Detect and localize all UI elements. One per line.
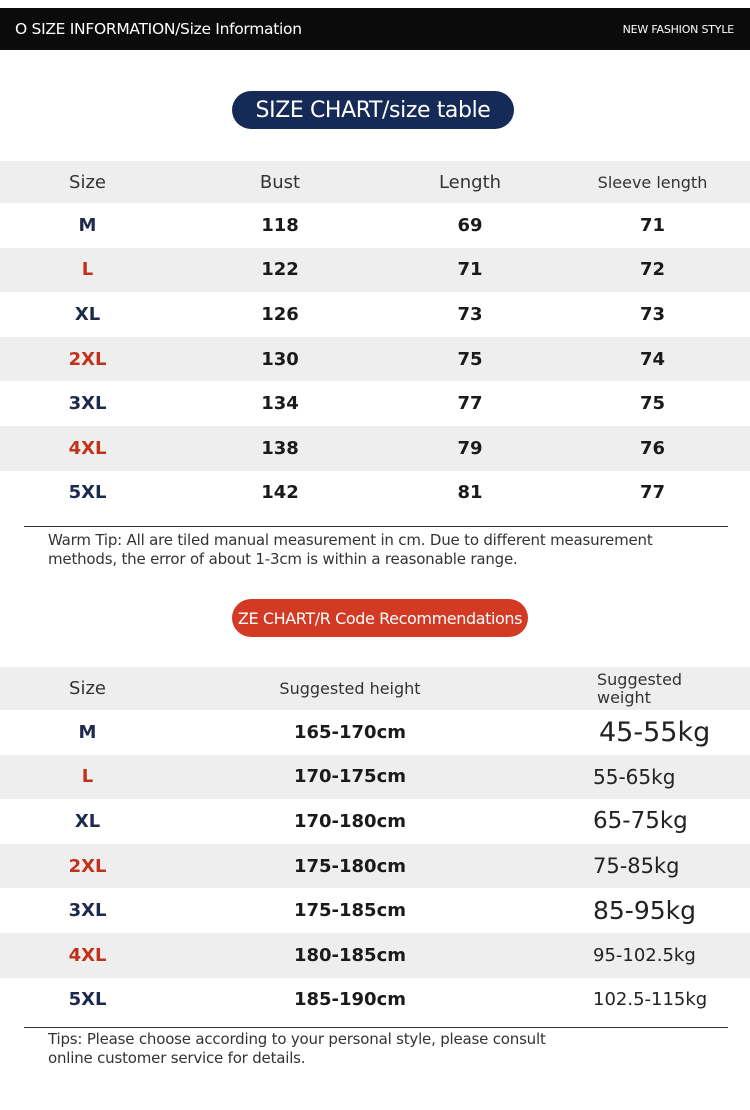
size-cell: XL (74, 810, 101, 832)
header-bar (0, 8, 750, 50)
column-header-size: Size (0, 667, 175, 710)
sleeve-cell: 77 (639, 482, 666, 504)
sleeve-cell: 75 (639, 393, 666, 415)
size-cell: 2XL (0, 337, 175, 382)
table-row (0, 248, 750, 293)
size-recommendation-table (0, 667, 750, 1022)
length-cell: 69 (457, 214, 483, 236)
weight-cell: 95-102.5kg (525, 933, 750, 978)
table-row (0, 471, 750, 516)
table-row (0, 799, 750, 844)
table-row (0, 381, 750, 426)
length-cell: 77 (457, 393, 483, 415)
table-row (0, 203, 750, 248)
size-cell: 2XL (0, 844, 175, 889)
bust-cell: 122 (175, 248, 385, 293)
size-cell: 3XL (68, 393, 107, 415)
size-cell: 4XL (0, 426, 175, 471)
size-cell: XL (74, 303, 101, 325)
size-cell: 3XL (68, 900, 107, 922)
recommendation-title: ZE CHART/R Code Recommendations (232, 599, 528, 637)
height-cell: 175-180cm (175, 844, 525, 889)
table-row (0, 292, 750, 337)
measurement-tip: Warm Tip: All are tiled manual measurement in cm. Due to different measurement methods, the error of about 1-3cm is within a reasonable range. (48, 531, 653, 568)
column-header-suggested-height: Suggested height (175, 667, 525, 710)
table-row (0, 337, 750, 382)
bust-cell: 130 (175, 337, 385, 382)
weight-cell: 75-85kg (525, 844, 750, 889)
size-chart-table (0, 161, 750, 515)
size-chart-title: SIZE CHART/size table (232, 91, 514, 129)
bust-cell: 142 (261, 482, 299, 504)
weight-cell: 102.5-115kg (593, 989, 708, 1011)
column-header-size: Size (0, 161, 175, 203)
bust-cell: 138 (175, 426, 385, 471)
table-row (0, 710, 750, 755)
height-cell: 185-190cm (293, 989, 407, 1011)
size-cell: 5XL (68, 482, 107, 504)
table-row (0, 844, 750, 889)
height-cell: 170-175cm (175, 755, 525, 800)
weight-cell: 65-75kg (593, 808, 688, 835)
height-cell: 180-185cm (175, 933, 525, 978)
column-header-bust: Bust (175, 161, 385, 203)
height-cell: 175-185cm (293, 900, 407, 922)
recommendation-tip: Tips: Please choose according to your personal style, please consult online customer service for details. (48, 1030, 546, 1067)
weight-cell: 45-55kg (599, 716, 711, 748)
size-cell: 4XL (0, 933, 175, 978)
height-cell: 165-170cm (293, 721, 407, 743)
bust-cell: 118 (261, 214, 299, 236)
height-cell: 170-180cm (293, 810, 407, 832)
table-row (0, 755, 750, 800)
size-cell: 5XL (68, 989, 107, 1011)
bust-cell: 126 (261, 303, 299, 325)
column-header-suggested-weight (525, 667, 750, 710)
sleeve-cell: 71 (639, 214, 666, 236)
suggested-weight-label: Suggested weight (597, 669, 683, 707)
length-cell: 73 (457, 303, 483, 325)
table-row (0, 426, 750, 471)
table-header-row (0, 161, 750, 203)
length-cell: 71 (385, 248, 555, 293)
sleeve-cell: 76 (555, 426, 750, 471)
size-cell: M (78, 721, 97, 743)
length-cell: 81 (457, 482, 483, 504)
length-cell: 75 (385, 337, 555, 382)
size-cell: M (78, 214, 97, 236)
sleeve-cell: 73 (639, 303, 666, 325)
divider (24, 1027, 728, 1028)
bust-cell: 134 (261, 393, 299, 415)
header-title: O SIZE INFORMATION/Size Information (15, 20, 302, 38)
column-header-length: Length (385, 161, 555, 203)
sleeve-cell: 74 (555, 337, 750, 382)
divider (24, 526, 728, 527)
weight-cell: 55-65kg (525, 755, 750, 800)
column-header-sleeve-length: Sleeve length (555, 161, 750, 203)
table-row (0, 933, 750, 978)
weight-cell: 85-95kg (593, 896, 696, 926)
table-row (0, 978, 750, 1023)
header-slogan: NEW FASHION STYLE (622, 22, 734, 36)
table-row (0, 888, 750, 933)
sleeve-cell: 72 (555, 248, 750, 293)
table-header-row (0, 667, 750, 710)
size-cell: L (0, 755, 175, 800)
length-cell: 79 (385, 426, 555, 471)
size-cell: L (0, 248, 175, 293)
